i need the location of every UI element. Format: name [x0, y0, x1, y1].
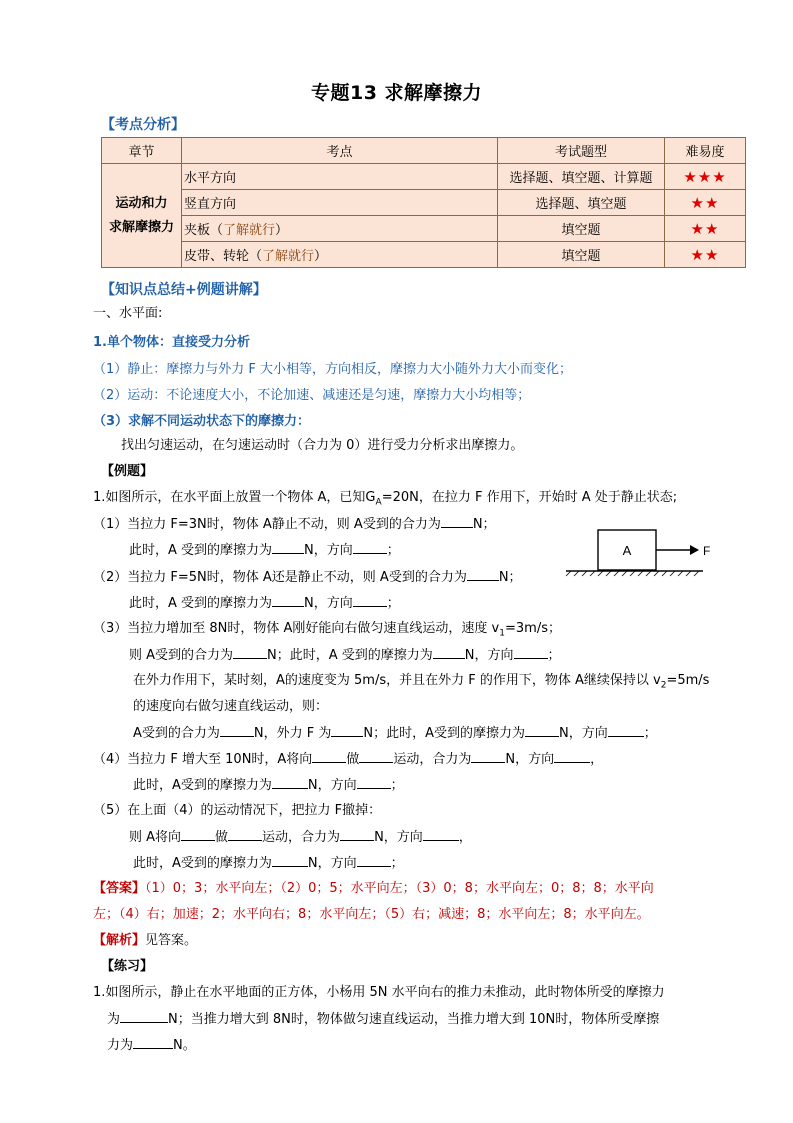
point-text: 皮带、转轮（	[184, 249, 263, 264]
point-end: ）	[275, 223, 289, 238]
type-cell: 选择题、填空题	[498, 190, 665, 216]
question-part: （3）当拉力增加至 8N时，物体 A刚好能向右做匀速直线运动，速度 $v_1=3m/s$；	[93, 621, 561, 639]
header-difficulty: 难易度	[665, 138, 746, 164]
question-part: 的速度向右做匀速直线运动，则：	[133, 699, 329, 714]
point-cell	[182, 242, 498, 268]
question-part: 此时，A受到的摩擦力为 N，方向 ；	[133, 856, 404, 871]
answer-label: 【答案】	[93, 881, 146, 896]
star-rating: ★★	[665, 190, 746, 216]
subsection-heading: 1.单个物体：直接受力分析	[93, 335, 250, 350]
analysis-line	[93, 932, 197, 949]
knowledge-point: （3）求解不同运动状态下的摩擦力：	[93, 414, 311, 429]
summary-heading: 【知识点总结+例题讲解】	[101, 282, 267, 298]
table-row	[102, 216, 746, 242]
question-part: 此时，A 受到的摩擦力为 N，方向 ；	[129, 596, 400, 611]
chapter-line1: 运动和力	[115, 195, 168, 211]
point-end: ）	[314, 249, 328, 264]
knowledge-point: （2）运动：不论速度大小，不论加速、减速还是匀速，摩擦力大小均相等；	[93, 388, 531, 403]
knowledge-point: （1）静止：摩擦力与外力 F 大小相等，方向相反，摩擦力大小随外力大小而变化；	[93, 362, 573, 377]
chapter-cell	[102, 164, 182, 268]
point-cell	[182, 216, 498, 242]
type-cell: 填空题	[498, 216, 665, 242]
question-text: 1.如图所示，在水平面上放置一个物体 A，已知$G_A=20N$，在拉力 F 作用下，开始时 A 处于静止状态;	[93, 490, 678, 508]
kaodian-table	[101, 137, 746, 268]
practice-question: 为 N；当推力增大到 8N时，物体做匀速直线运动，当推力增大到 10N时，物体所受摩擦	[107, 1012, 660, 1027]
analysis-text: 见答案。	[145, 933, 198, 948]
star-rating: ★★	[665, 242, 746, 268]
question-part: 在外力作用下，某时刻，A的速度变为 5m/s，并且在外力 F 的作用下，物体 A继续保持以 $v_2=5m/s$	[133, 673, 710, 691]
analysis-label: 【解析】	[93, 933, 146, 948]
page-title: 专题13 求解摩擦力	[310, 82, 483, 104]
question-part: 此时，A受到的摩擦力为 N，方向 ；	[133, 778, 404, 793]
point-note: 了解就行	[262, 249, 315, 264]
answer-line-2: 左；（4）右；加速；2；水平向右；8；水平向左；（5）右；减速；8；水平向左；8；水平向左。	[93, 907, 650, 922]
question-part: 此时，A 受到的摩擦力为 N，方向 ；	[129, 543, 400, 558]
point-text: 夹板（	[184, 223, 224, 238]
point-cell: 水平方向	[182, 164, 498, 190]
answer-line	[93, 880, 654, 897]
arrow-icon	[690, 545, 699, 555]
star-rating: ★★	[665, 216, 746, 242]
question-part: （1）当拉力 F=3N时，物体 A静止不动，则 A受到的合力为 N；	[93, 517, 496, 532]
header-type: 考试题型	[498, 138, 665, 164]
block-diagram	[563, 527, 723, 579]
practice-heading: 【练习】	[101, 959, 154, 974]
table-header-row	[102, 138, 746, 164]
section-heading: 一、水平面:	[93, 306, 163, 321]
table-row	[102, 164, 746, 190]
type-cell: 选择题、填空题、计算题	[498, 164, 665, 190]
question-part: 则 A将向 做 运动，合力为 N，方向 ，	[129, 830, 472, 845]
question-part: A受到的合力为 N，外力 F 为 N；此时，A受到的摩擦力为 N，方向 ；	[133, 726, 657, 741]
force-label: F	[703, 544, 711, 558]
point-cell: 竖直方向	[182, 190, 498, 216]
question-part: （4）当拉力 F 增大至 10N时，A将向 做 运动，合力为 N，方向 ，	[93, 752, 604, 767]
example-heading: 【例题】	[101, 464, 154, 479]
question-part: （5）在上面（4）的运动情况下，把拉力 F撤掉：	[93, 803, 382, 818]
kaodian-heading: 【考点分析】	[101, 117, 185, 133]
practice-question: 力为 N。	[107, 1038, 196, 1053]
table-row	[102, 242, 746, 268]
practice-question: 1.如图所示，静止在水平地面的正方体，小杨用 5N 水平向右的推力未推动，此时物体所受的摩擦力	[93, 985, 665, 1000]
star-rating: ★★★	[665, 164, 746, 190]
type-cell: 填空题	[498, 242, 665, 268]
point-note: 了解就行	[223, 223, 276, 238]
answer-text: （1）0；3；水平向左；（2）0；5；水平向左；（3）0；8；水平向左；0；8；8；水平向	[145, 881, 654, 896]
knowledge-point: 找出匀速运动，在匀速运动时（合力为 0）进行受力分析求出摩擦力。	[121, 438, 524, 453]
question-part: 则 A受到的合力为 N；此时，A 受到的摩擦力为 N，方向 ；	[129, 648, 561, 663]
question-part: （2）当拉力 F=5N时，物体 A还是静止不动，则 A受到的合力为 N；	[93, 570, 522, 585]
chapter-line2: 求解摩擦力	[108, 219, 174, 235]
block-label: A	[622, 543, 632, 558]
table-row	[102, 190, 746, 216]
header-point: 考点	[182, 138, 498, 164]
header-chapter: 章节	[102, 138, 182, 164]
